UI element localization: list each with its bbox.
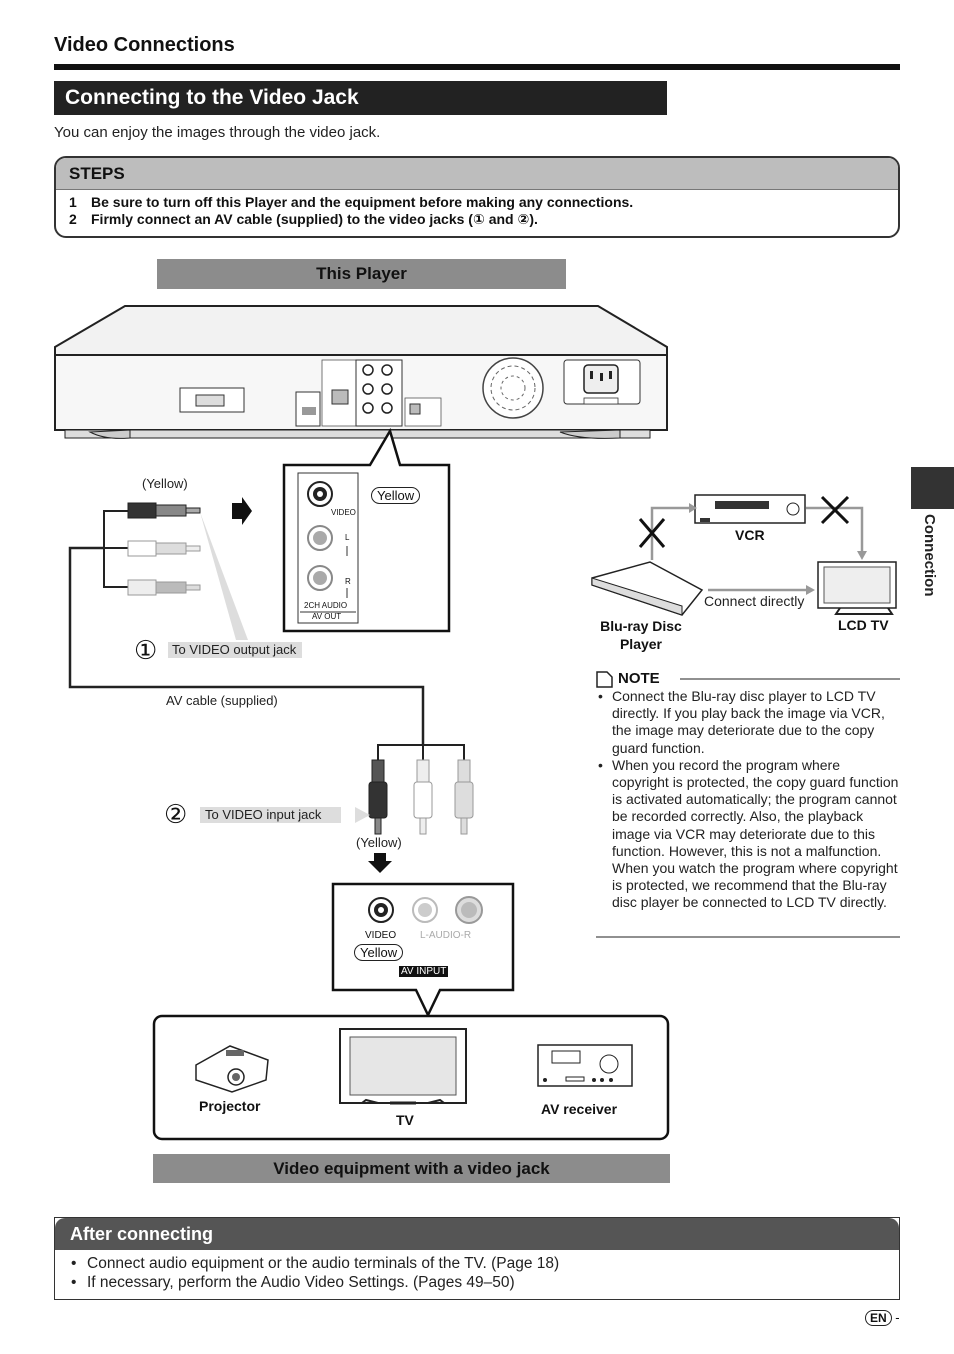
intro-text: You can enjoy the images through the video jack.	[54, 124, 381, 141]
footer-suffix: -	[895, 1310, 900, 1325]
step-item: 1 Be sure to turn off this Player and the equipment before making any connections.	[69, 194, 634, 210]
after-connecting-heading: After connecting	[55, 1218, 899, 1250]
list-item: • Connect the Blu-ray disc player to LCD TV directly. If you play back the image via VCR, the image may deteriorate due to the copy guard function.	[596, 688, 900, 757]
cable-plugs-top	[104, 503, 248, 640]
av-receiver-label: AV receiver	[541, 1101, 618, 1117]
tv-label: TV	[396, 1112, 414, 1128]
projector-label: Projector	[199, 1098, 261, 1114]
steps-heading: STEPS	[56, 158, 898, 190]
step1-label: To VIDEO output jack	[168, 642, 302, 658]
section-title: Video Connections	[54, 34, 235, 56]
yellow-label-top: (Yellow)	[142, 476, 188, 491]
note-heading: NOTE	[618, 670, 660, 687]
list-item: • If necessary, perform the Audio Video Settings. (Pages 49–50)	[71, 1273, 559, 1292]
bluray-label: Blu-ray Disc Player	[600, 618, 682, 652]
language-badge: EN	[865, 1310, 892, 1326]
yellow-label-bottom: (Yellow)	[356, 835, 402, 850]
input-video-label: VIDEO	[365, 930, 397, 941]
step2-number: ②	[164, 799, 188, 829]
connect-directly-label: Connect directly	[704, 593, 805, 609]
note-list	[596, 688, 900, 912]
jack-r-label: R	[345, 577, 351, 586]
step1-number: ①	[134, 635, 158, 665]
yellow-pill-bottom: Yellow	[354, 944, 403, 961]
side-tab-label: Connection	[921, 514, 938, 597]
lcd-tv-label: LCD TV	[838, 617, 889, 633]
video-equipment-label: Video equipment with a video jack	[153, 1154, 670, 1183]
list-item: • When you record the program where copyright is protected, the copy guard function is activated automatically; the program cannot be recorded correctly. Also, the playback image via VCR may deteriorate due to this function. However, this is not a malfunction. When you watch the program where copyright is protected, we recommend that the Blu-ray disc player be connected to LCD TV directly.	[596, 757, 900, 912]
input-audio-label: L-AUDIO-R	[420, 930, 472, 941]
after-connecting-list	[71, 1254, 559, 1292]
av-receiver-illustration	[538, 1045, 632, 1086]
tv-illustration	[340, 1029, 466, 1103]
av-cable-label: AV cable (supplied)	[166, 693, 278, 708]
player-rear-panel	[55, 306, 667, 438]
step-item: 2 Firmly connect an AV cable (supplied) to the video jacks (① and ②).	[69, 211, 538, 227]
page-footer	[865, 1310, 900, 1326]
page-title: Connecting to the Video Jack	[54, 81, 667, 115]
vcr-label: VCR	[735, 527, 765, 543]
jack-avout-label: AV OUT	[312, 612, 342, 621]
step2-label: To VIDEO input jack	[200, 807, 341, 823]
list-item: • Connect audio equipment or the audio terminals of the TV. (Page 18)	[71, 1254, 559, 1273]
jack-video-label: VIDEO	[331, 508, 356, 517]
yellow-pill-top: Yellow	[371, 487, 420, 504]
jack-l-label: L	[345, 533, 350, 542]
jack-2ch-label: 2CH AUDIO	[304, 601, 348, 610]
this-player-label: This Player	[157, 259, 566, 289]
side-tab-marker	[911, 467, 954, 509]
av-input-label: AV INPUT	[401, 966, 447, 977]
after-connecting-box	[54, 1217, 900, 1300]
